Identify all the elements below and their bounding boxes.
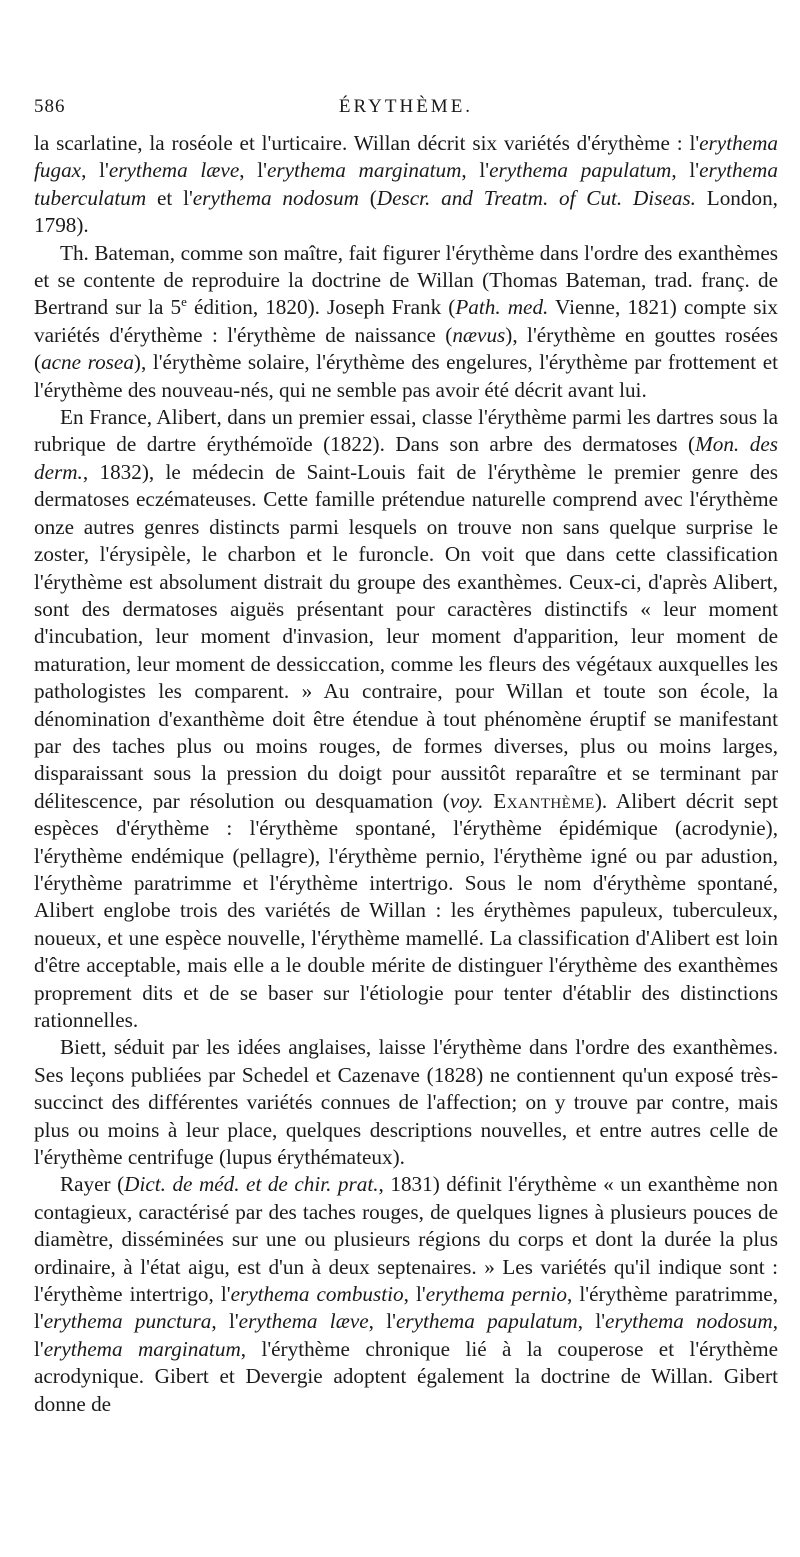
text-run: , l': [211, 1309, 239, 1334]
text-run: , l'érythème chronique lié à la couperose et l'érythème acrodynique. Gibert et Devergie adoptent également la doctrine de Willan. Gibert donne de: [34, 1336, 778, 1416]
italic-text: erythema læve: [238, 1309, 369, 1334]
italic-text: erythema læve: [108, 158, 240, 183]
paragraph: [34, 240, 778, 404]
italic-text: erythema nodosum: [605, 1309, 773, 1334]
text-run: , l': [461, 158, 490, 183]
paragraph: [34, 130, 778, 240]
text-run: En France, Alibert, dans un premier essai, classe l'érythème parmi les dartres sous la rubrique de dartre érythémoïde (1822). Dans son arbre des dermatoses (: [34, 405, 778, 457]
running-head: [34, 96, 778, 126]
text-run: [483, 789, 493, 813]
text-run: , l': [239, 158, 267, 183]
italic-text: erythema marginatum: [266, 158, 462, 183]
italic-text: Dict. de méd. et de chir. prat.: [124, 1172, 379, 1197]
paragraph: [34, 404, 778, 1034]
italic-text: erythema fugax: [34, 131, 778, 183]
body-text: [34, 130, 778, 1418]
italic-text: erythema marginatum: [43, 1336, 241, 1361]
text-run: , 1831) définit l'érythème « un exanthème non contagieux, caractérisé par des taches rouges, de quelques lignes à plusieurs pouces de diamètre, disséminées sur une ou plusieurs régions du corps et dont la durée la plus ordinaire, à l'état aigu, est d'un à deux septenaires. » Les variétés qu'il indique sont : l'érythème intertrigo, l': [34, 1172, 778, 1307]
text-run: , l': [368, 1309, 396, 1334]
text-run: ), l'érythème solaire, l'érythème des engelures, l'érythème par frottement et l'érythème des nouveau-nés, qui ne semble pas avoir été décrit avant lui.: [34, 350, 778, 402]
text-run: Biett, séduit par les idées anglaises, laisse l'érythème dans l'ordre des exanthèmes. Ses leçons publiées par Schedel et Cazenave (1828) ne contiennent qu'un exposé très-succinct des différentes variétés connues de l'affection; on y trouve par contre, mais plus ou moins à leur place, quelques descriptions nouvelles, et entre autres celle de l'érythème centrifuge (lupus érythémateux).: [34, 1035, 778, 1170]
page-header-title: ÉRYTHÈME.: [338, 96, 474, 117]
text-run: l': [689, 131, 700, 155]
paragraph: [34, 1171, 778, 1418]
text-run: ), l'érythème en gouttes rosées (: [34, 322, 779, 375]
italic-text: erythema pernio: [425, 1282, 568, 1307]
italic-text: nævus: [452, 322, 506, 347]
italic-text: Mon. des derm.: [34, 432, 778, 484]
italic-text: Path. med.: [455, 295, 549, 320]
text-run: , l'érythème paratrimme, l': [34, 1282, 778, 1334]
text-run: , l': [671, 158, 700, 183]
text-run: et l': [146, 185, 193, 210]
superscript-text: e: [181, 294, 187, 310]
small-caps-text: Exanthème: [493, 788, 595, 813]
text-run: London, 1798).: [34, 185, 778, 238]
italic-text: erythema tuberculatum: [34, 158, 778, 210]
italic-text: voy.: [449, 788, 484, 813]
text-run: Vienne, 1821) compte six variétés d'érythème : l'érythème de naissance (: [34, 295, 778, 347]
text-run: ). Alibert décrit sept espèces d'érythème : l'érythème spontané, l'érythème épidémique (acrodynie), l'érythème endémique (pellagre), l'érythème pernio, l'érythème igné ou par adustion, l'érythème paratrimme et l'érythème intertrigo. Sous le nom d'érythème spontané, Alibert englobe trois des variétés de Willan : les érythèmes papuleux, tuberculeux, noueux, et une espèce nouvelle, l'érythème mamellé. La classification d'Alibert est loin d'être acceptable, mais elle a le double mérite de distinguer l'érythème des exanthèmes proprement dits et de se baser sur l'étiologie pour tenter d'établir des distinctions rationnelles.: [34, 788, 779, 1032]
text-run: , l': [577, 1309, 606, 1334]
text-run: la scarlatine, la roséole et l'urticaire. Willan décrit six variétés d'érythème :: [34, 131, 690, 155]
italic-text: erythema punctura: [43, 1309, 212, 1334]
text-run: (: [358, 185, 377, 210]
italic-text: erythema papulatum: [489, 158, 672, 183]
text-run: édition, 1820). Joseph Frank (: [186, 295, 456, 320]
text-run: , l': [403, 1282, 426, 1307]
page-number: 586: [34, 96, 66, 117]
italic-text: Descr. and Treatm. of Cut. Diseas.: [376, 185, 696, 210]
italic-text: erythema papulatum: [395, 1309, 578, 1334]
paragraph: [34, 1034, 778, 1171]
text-run: , l': [34, 1309, 778, 1361]
text-run: Th. Bateman, comme son maître, fait figurer l'érythème dans l'ordre des exanthèmes et se contente de reproduire la doctrine de Willan (Thomas Bateman, trad. franç. de Bertrand sur la 5: [34, 240, 778, 320]
italic-text: erythema combustio: [230, 1282, 404, 1307]
text-run: , 1832), le médecin de Saint-Louis fait de l'érythème le premier genre des dermatoses eczémateuses. Cette famille prétendue naturelle comprend avec l'érythème onze autres genres distincts parmi lesquels on trouve non sans quelque surprise le zoster, l'érysipèle, le charbon et le furoncle. On voit que dans cette classification l'érythème est absolument distrait du groupe des exanthèmes. Ceux-ci, d'après Alibert, sont des dermatoses aiguës présentant pour caractères distinctifs « leur moment d'incubation, leur moment d'invasion, leur moment d'apparition, leur moment de maturation, leur moment de dessiccation, comme les fleurs des végétaux auxquelles les pathologistes les comparent. » Au contraire, pour Willan et toute son école, la dénomination d'exanthème doit être étendue à tout phénomène éruptif se manifestant par des taches plus ou moins rouges, de formes diverses, plus ou moins larges, disparaissant sous la pression du doigt pour aussitôt reparaître et se terminant par délitescence, par résolution ou desquamation (: [34, 459, 778, 813]
italic-text: acne rosea: [41, 350, 134, 375]
text-run: Rayer (: [60, 1172, 125, 1197]
text-run: , l': [81, 158, 109, 183]
italic-text: erythema nodosum: [192, 185, 359, 210]
